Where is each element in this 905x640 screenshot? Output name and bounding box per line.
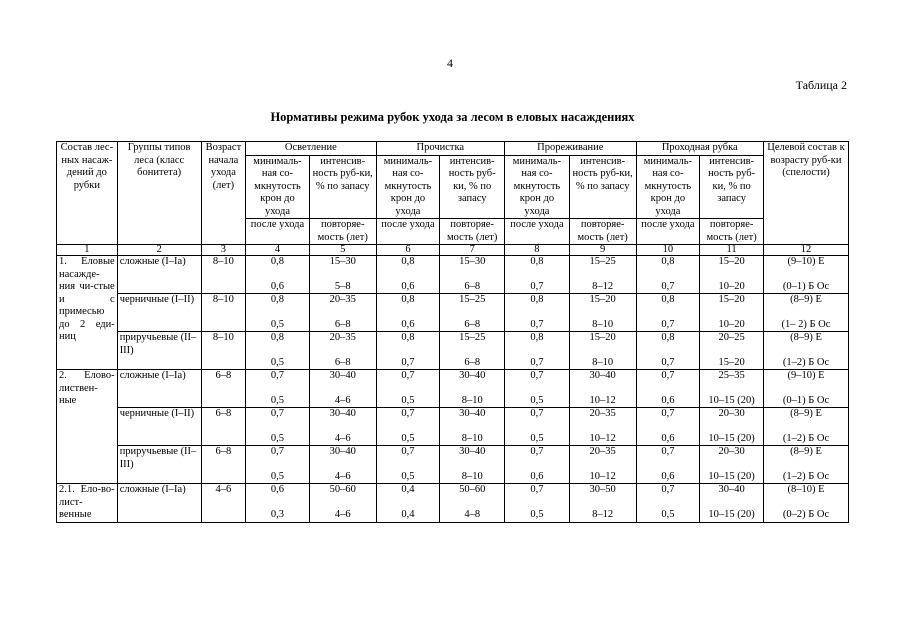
value-cell: [246, 332, 310, 370]
value-lower: 8–12: [592, 280, 614, 292]
value-lower: 0,4: [401, 508, 415, 520]
value-cell: [376, 370, 440, 408]
value-cell: [505, 256, 570, 294]
value-cell: [763, 294, 848, 332]
value-upper: 15–20: [718, 294, 745, 305]
value-upper: 0,8: [270, 256, 285, 267]
table-row: [57, 370, 849, 408]
value-cell: [440, 446, 505, 484]
header-composition: Состав лес-ных насаж-дений до рубки: [57, 142, 118, 245]
value-lower: 0,5: [270, 470, 285, 482]
table-label: Таблица 2: [795, 78, 847, 92]
value-upper: 0,8: [401, 294, 415, 305]
value-upper: 0,7: [661, 408, 675, 419]
value-upper: (8–9) Е: [790, 294, 822, 305]
value-upper: 0,7: [270, 370, 285, 381]
table-row: [57, 294, 849, 332]
value-cell: [636, 408, 700, 446]
header-intensity: интенсив-ность руб-ки, % по запасу: [569, 155, 636, 219]
header-after-care: после ухода: [246, 219, 310, 245]
value-lower: (0–1) Б Ос: [782, 394, 830, 406]
value-lower: 4–6: [334, 508, 351, 520]
value-lower: 10–15 (20): [708, 432, 755, 444]
value-upper: 30–40: [589, 370, 616, 381]
column-number: 7: [440, 245, 505, 256]
value-cell: [636, 484, 700, 523]
value-lower: 0,6: [661, 432, 675, 444]
value-upper: 0,7: [401, 370, 415, 381]
value-lower: (1–2) Б Ос: [782, 470, 830, 482]
value-lower: 0,7: [530, 318, 544, 330]
value-cell: [309, 256, 376, 294]
value-upper: 15–25: [459, 294, 486, 305]
value-cell: [376, 332, 440, 370]
value-lower: 8–12: [592, 508, 614, 520]
value-lower: 0,6: [401, 280, 415, 292]
value-cell: [636, 332, 700, 370]
value-lower: 0,6: [401, 318, 415, 330]
value-upper: 0,7: [661, 370, 675, 381]
value-cell: [440, 256, 505, 294]
value-lower: 8–10: [461, 394, 483, 406]
value-cell: [763, 332, 848, 370]
value-lower: (1– 2) Б Ос: [781, 318, 831, 330]
value-lower: 4–6: [334, 432, 351, 444]
value-cell: [376, 408, 440, 446]
value-lower: 6–8: [334, 318, 351, 330]
value-upper: 0,8: [270, 332, 285, 343]
forest-group-cell: приручьевые (II–III): [117, 332, 201, 370]
value-lower: (1–2) Б Ос: [782, 356, 830, 368]
start-age-cell: 4–6: [201, 484, 246, 523]
value-cell: [636, 256, 700, 294]
value-cell: [505, 484, 570, 523]
value-cell: [763, 408, 848, 446]
value-upper: 50–60: [329, 484, 356, 495]
start-age-cell: 6–8: [201, 408, 246, 446]
table-row: [57, 446, 849, 484]
header-after-care: после ухода: [376, 219, 440, 245]
value-lower: 0,5: [401, 394, 415, 406]
value-cell: [440, 370, 505, 408]
value-lower: 0,7: [401, 356, 415, 368]
value-cell: [376, 446, 440, 484]
value-cell: [440, 484, 505, 523]
value-upper: 0,7: [270, 408, 285, 419]
document-title: Нормативы режима рубок ухода за лесом в еловых насаждениях: [270, 110, 635, 124]
header-repeat: повторяе-мость (лет): [700, 219, 764, 245]
value-cell: [246, 408, 310, 446]
value-cell: [246, 256, 310, 294]
value-lower: 0,5: [270, 318, 285, 330]
header-min-density: минималь-ная со-мкнутость крон до ухода: [636, 155, 700, 219]
value-cell: [246, 446, 310, 484]
value-upper: 15–30: [329, 256, 356, 267]
value-upper: 15–20: [589, 294, 616, 305]
value-lower: 10–12: [589, 394, 616, 406]
value-lower: 15–20: [718, 356, 745, 368]
value-upper: 0,8: [270, 294, 285, 305]
value-lower: 8–10: [461, 432, 483, 444]
value-upper: 0,4: [401, 484, 415, 495]
column-number: 12: [763, 245, 848, 256]
value-lower: 0,5: [270, 356, 285, 368]
value-upper: 0,8: [530, 256, 544, 267]
value-lower: 0,7: [661, 318, 675, 330]
start-age-cell: 6–8: [201, 370, 246, 408]
value-cell: [246, 370, 310, 408]
table-row: [57, 484, 849, 523]
start-age-cell: 8–10: [201, 332, 246, 370]
value-upper: 20–35: [329, 332, 356, 343]
value-cell: [309, 294, 376, 332]
forest-group-cell: сложные (I–Ia): [117, 256, 201, 294]
value-upper: 30–40: [329, 446, 356, 457]
value-upper: 20–30: [718, 408, 745, 419]
value-lower: 0,7: [661, 356, 675, 368]
value-upper: 30–40: [329, 408, 356, 419]
header-repeat: повторяе-мость (лет): [440, 219, 505, 245]
value-lower: 0,5: [401, 470, 415, 482]
value-lower: 8–10: [592, 318, 614, 330]
value-upper: (9–10) Е: [787, 256, 825, 267]
header-osvetlenie: Осветление: [246, 142, 376, 156]
value-upper: (9–10) Е: [787, 370, 825, 381]
value-cell: [440, 408, 505, 446]
value-cell: [569, 408, 636, 446]
value-upper: 20–35: [329, 294, 356, 305]
value-upper: 20–30: [718, 446, 745, 457]
page-number: 4: [447, 56, 453, 70]
value-upper: (8–9) Е: [790, 446, 822, 457]
value-lower: 0,5: [270, 394, 285, 406]
value-upper: 25–35: [718, 370, 745, 381]
value-lower: 0,5: [530, 394, 544, 406]
value-lower: 6–8: [464, 280, 481, 292]
value-upper: 15–20: [718, 256, 745, 267]
forest-group-cell: черничные (I–II): [117, 294, 201, 332]
value-upper: 0,7: [401, 446, 415, 457]
start-age-cell: 8–10: [201, 256, 246, 294]
value-upper: 0,8: [661, 332, 675, 343]
value-cell: [309, 484, 376, 523]
value-upper: 15–20: [589, 332, 616, 343]
value-lower: 0,5: [401, 432, 415, 444]
value-cell: [440, 332, 505, 370]
forest-group-cell: приручьевые (II–III): [117, 446, 201, 484]
value-cell: [569, 294, 636, 332]
value-upper: 0,8: [530, 332, 544, 343]
header-forest-group: Группы типов леса (класс бонитета): [117, 142, 201, 245]
value-lower: 4–6: [334, 394, 351, 406]
value-lower: 8–10: [592, 356, 614, 368]
value-upper: 0,7: [661, 484, 675, 495]
column-number: 4: [246, 245, 310, 256]
value-upper: 0,7: [270, 446, 285, 457]
value-lower: 0,5: [661, 508, 675, 520]
column-number: 11: [700, 245, 764, 256]
value-lower: 6–8: [464, 356, 481, 368]
value-upper: 0,7: [401, 408, 415, 419]
value-upper: 0,6: [270, 484, 285, 495]
value-upper: 30–40: [459, 446, 486, 457]
header-repeat: повторяе-мость (лет): [569, 219, 636, 245]
value-upper: 15–25: [589, 256, 616, 267]
column-number: 10: [636, 245, 700, 256]
value-upper: 0,8: [401, 332, 415, 343]
column-number: 9: [569, 245, 636, 256]
header-intensity: интенсив-ность руб-ки, % по запасу: [440, 155, 505, 219]
value-cell: [569, 446, 636, 484]
table-row: [57, 332, 849, 370]
value-upper: 0,7: [530, 370, 544, 381]
value-cell: [636, 294, 700, 332]
value-cell: [309, 408, 376, 446]
column-number: 6: [376, 245, 440, 256]
column-number: 1: [57, 245, 118, 256]
value-lower: 0,7: [530, 280, 544, 292]
value-lower: 10–20: [718, 318, 745, 330]
value-lower: (0–1) Б Ос: [782, 280, 830, 292]
value-lower: (0–2) Б Ос: [782, 508, 830, 520]
value-upper: 30–40: [459, 370, 486, 381]
value-cell: [700, 294, 764, 332]
column-number: 3: [201, 245, 246, 256]
value-lower: 0,5: [530, 432, 544, 444]
value-lower: 10–20: [718, 280, 745, 292]
composition-cell: 2.1. Ело-во-лист-венные: [57, 484, 118, 523]
header-intensity: интенсив-ность руб-ки, % по запасу: [700, 155, 764, 219]
value-upper: 0,7: [661, 446, 675, 457]
value-cell: [700, 484, 764, 523]
value-lower: 0,6: [661, 470, 675, 482]
value-upper: 30–40: [718, 484, 745, 495]
value-cell: [505, 294, 570, 332]
value-cell: [505, 332, 570, 370]
value-lower: 8–10: [461, 470, 483, 482]
header-prochistka: Прочистка: [376, 142, 504, 156]
value-cell: [309, 446, 376, 484]
value-upper: (8–10) Е: [787, 484, 825, 495]
value-lower: 0,6: [530, 470, 544, 482]
value-lower: 10–15 (20): [708, 394, 755, 406]
value-cell: [763, 484, 848, 523]
header-prokhodnaya: Проходная рубка: [636, 142, 763, 156]
start-age-cell: 6–8: [201, 446, 246, 484]
value-upper: 50–60: [459, 484, 486, 495]
value-cell: [376, 256, 440, 294]
value-cell: [763, 256, 848, 294]
value-lower: 10–15 (20): [708, 470, 755, 482]
value-cell: [700, 370, 764, 408]
value-cell: [569, 256, 636, 294]
value-upper: 20–35: [589, 408, 616, 419]
value-cell: [763, 446, 848, 484]
value-lower: 4–6: [334, 470, 351, 482]
value-upper: 0,8: [661, 294, 675, 305]
value-lower: 0,7: [530, 356, 544, 368]
value-lower: 4–8: [464, 508, 481, 520]
value-lower: 10–15 (20): [708, 508, 755, 520]
value-lower: 10–12: [589, 432, 616, 444]
value-lower: 0,7: [661, 280, 675, 292]
value-upper: 0,8: [530, 294, 544, 305]
value-upper: 15–30: [459, 256, 486, 267]
value-cell: [636, 446, 700, 484]
header-min-density: минималь-ная со-мкнутость крон до ухода: [246, 155, 310, 219]
header-min-density: минималь-ная со-мкнутость крон до ухода: [505, 155, 570, 219]
value-cell: [246, 294, 310, 332]
value-upper: 20–35: [589, 446, 616, 457]
value-lower: 5–8: [334, 280, 351, 292]
table-row: [57, 256, 849, 294]
table-row: [57, 408, 849, 446]
composition-cell: 2. Елово-листвен-ные: [57, 370, 118, 484]
start-age-cell: 8–10: [201, 294, 246, 332]
norms-table: [56, 141, 849, 523]
forest-group-cell: черничные (I–II): [117, 408, 201, 446]
value-cell: [440, 294, 505, 332]
value-upper: 30–50: [589, 484, 616, 495]
value-upper: 0,7: [530, 484, 544, 495]
value-upper: 30–40: [459, 408, 486, 419]
header-min-density: минималь-ная со-мкнутость крон до ухода: [376, 155, 440, 219]
value-upper: 0,8: [401, 256, 415, 267]
value-cell: [376, 484, 440, 523]
value-cell: [505, 446, 570, 484]
value-lower: 0,6: [270, 280, 285, 292]
value-cell: [376, 294, 440, 332]
value-cell: [700, 332, 764, 370]
column-number: 2: [117, 245, 201, 256]
value-cell: [309, 332, 376, 370]
value-lower: 10–12: [589, 470, 616, 482]
value-upper: 20–25: [718, 332, 745, 343]
value-cell: [763, 370, 848, 408]
header-after-care: после ухода: [505, 219, 570, 245]
value-cell: [569, 484, 636, 523]
value-lower: 6–8: [334, 356, 351, 368]
value-upper: 15–25: [459, 332, 486, 343]
value-lower: 0,6: [661, 394, 675, 406]
value-cell: [569, 332, 636, 370]
value-cell: [505, 370, 570, 408]
value-lower: 0,3: [270, 508, 285, 520]
composition-cell: 1. Еловые насажде-ния чи-стые и с примесью до 2 еди-ниц: [57, 256, 118, 370]
value-cell: [636, 370, 700, 408]
header-prorezhivanie: Прореживание: [505, 142, 636, 156]
value-cell: [569, 370, 636, 408]
header-after-care: после ухода: [636, 219, 700, 245]
value-upper: 0,8: [661, 256, 675, 267]
header-intensity: интенсив-ность руб-ки, % по запасу: [309, 155, 376, 219]
value-upper: (8–9) Е: [790, 408, 822, 419]
forest-group-cell: сложные (I–Ia): [117, 370, 201, 408]
value-upper: 30–40: [329, 370, 356, 381]
header-start-age: Возраст начала ухода (лет): [201, 142, 246, 245]
value-lower: 6–8: [464, 318, 481, 330]
value-cell: [246, 484, 310, 523]
value-cell: [700, 408, 764, 446]
value-cell: [309, 370, 376, 408]
value-cell: [700, 256, 764, 294]
value-lower: (1–2) Б Ос: [782, 432, 830, 444]
value-lower: 0,5: [530, 508, 544, 520]
forest-group-cell: сложные (I–Ia): [117, 484, 201, 523]
value-cell: [700, 446, 764, 484]
value-upper: 0,7: [530, 408, 544, 419]
column-number: 5: [309, 245, 376, 256]
value-lower: 0,5: [270, 432, 285, 444]
header-target: Целевой состав к возрасту руб-ки (спелости): [763, 142, 848, 245]
value-cell: [505, 408, 570, 446]
value-upper: (8–9) Е: [790, 332, 822, 343]
value-upper: 0,7: [530, 446, 544, 457]
column-number: 8: [505, 245, 570, 256]
header-repeat: повторяе-мость (лет): [309, 219, 376, 245]
